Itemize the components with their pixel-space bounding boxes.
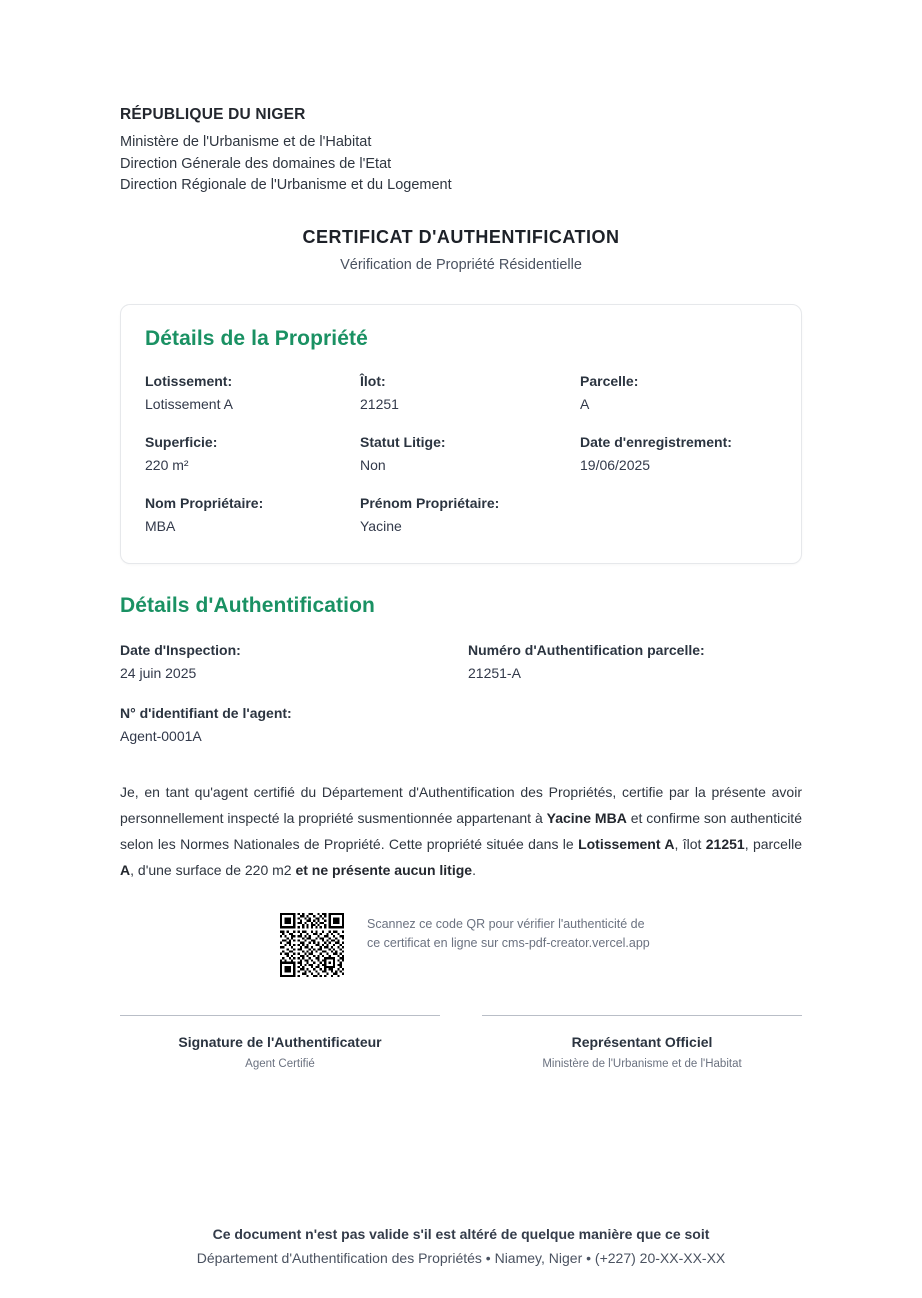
declaration-part-3: , îlot xyxy=(674,835,706,852)
field-value: 21251 xyxy=(360,395,399,412)
field-identifiant-agent xyxy=(120,703,468,747)
declaration-lotissement: Lotissement A xyxy=(578,835,675,852)
declaration-part-1: Je, en tant qu'agent certifié du Département d'Authentification des Propriétés, certifie par la présente avoir personnellement inspecté la propriété susmentionnée appartenant à xyxy=(120,783,802,826)
footer-validity-warning: Ce document n'est pas valide s'il est altéré de quelque manière que ce soit xyxy=(212,1226,710,1242)
field-label: Date d'Inspection: xyxy=(120,641,241,658)
field-empty-slot xyxy=(580,493,777,537)
field-value: Lotissement A xyxy=(145,395,233,412)
qr-caption: Scannez ce code QR pour vérifier l'authenticité de ce certificat en ligne sur cms-pdf-creator.vercel.app xyxy=(367,916,650,950)
signature-role: Agent Certifié xyxy=(245,1057,315,1070)
signature-title: Représentant Officiel xyxy=(571,1033,713,1050)
declaration-part-4: , parcelle xyxy=(744,835,802,852)
document-title-block xyxy=(120,227,802,273)
field-value: Yacine xyxy=(360,517,402,534)
field-label: Prénom Propriétaire: xyxy=(360,494,500,511)
field-ilot xyxy=(360,371,580,415)
field-statut-litige xyxy=(360,432,580,476)
field-value: 220 m² xyxy=(145,456,189,473)
field-label: Date d'enregistrement: xyxy=(580,433,732,450)
field-label: N° d'identifiant de l'agent: xyxy=(120,704,292,721)
field-label: Nom Propriétaire: xyxy=(145,494,264,511)
field-value: 24 juin 2025 xyxy=(120,664,197,681)
declaration-no-litigation: et ne présente aucun litige xyxy=(295,861,473,878)
field-value: 19/06/2025 xyxy=(580,456,651,473)
direction-generale-name: Direction Génerale des domaines de l'Etat xyxy=(120,155,392,172)
footer-contact-info: Département d'Authentification des Propriétés • Niamey, Niger • (+227) 20-XX-XX-XX xyxy=(196,1250,726,1266)
issuing-authority-block xyxy=(120,0,802,197)
signature-role: Ministère de l'Urbanisme et de l'Habitat xyxy=(542,1057,742,1070)
qr-code-icon[interactable] xyxy=(280,913,344,977)
page-footer xyxy=(0,1226,922,1266)
declaration-parcelle: A xyxy=(120,861,131,878)
field-label: Superficie: xyxy=(145,433,218,450)
field-date-enregistrement xyxy=(580,432,777,476)
document-subtitle: Vérification de Propriété Résidentielle xyxy=(340,256,582,273)
field-label: Îlot: xyxy=(360,372,386,389)
ministry-name: Ministère de l'Urbanisme et de l'Habitat xyxy=(120,134,372,150)
document-title: CERTIFICAT D'AUTHENTIFICATION xyxy=(302,226,620,247)
signature-line xyxy=(120,1015,440,1016)
field-value: A xyxy=(580,395,590,412)
field-value: Non xyxy=(360,456,386,473)
direction-regionale-name: Direction Régionale de l'Urbanisme et du Logement xyxy=(120,177,452,193)
republic-name: RÉPUBLIQUE DU NIGER xyxy=(120,106,306,123)
authentication-details-title: Détails d'Authentification xyxy=(120,593,375,617)
field-value: MBA xyxy=(145,517,176,534)
field-superficie xyxy=(145,432,360,476)
declaration-part-6: . xyxy=(472,861,476,878)
signature-block-official xyxy=(482,1015,802,1070)
field-label: Parcelle: xyxy=(580,372,639,389)
field-nom-proprietaire xyxy=(145,493,360,537)
field-label: Statut Litige: xyxy=(360,433,446,450)
field-numero-authentification xyxy=(468,640,802,684)
field-empty-slot xyxy=(468,703,802,747)
field-date-inspection xyxy=(120,640,468,684)
property-details-grid xyxy=(145,371,777,537)
property-details-card xyxy=(120,304,802,564)
declaration-part-5: , d'une surface de 220 m2 xyxy=(130,861,296,878)
field-value: 21251-A xyxy=(468,664,521,681)
declaration-ilot: 21251 xyxy=(705,835,745,852)
authentication-details-grid xyxy=(120,640,802,747)
qr-verification-block xyxy=(120,913,802,977)
certification-declaration xyxy=(120,779,802,883)
signature-section xyxy=(120,1015,802,1070)
field-label: Lotissement: xyxy=(145,372,233,389)
declaration-part-2: et confirme son authenticité selon les Normes Nationales de Propriété. Cette propriété située dans le xyxy=(120,809,802,852)
field-lotissement xyxy=(145,371,360,415)
field-prenom-proprietaire xyxy=(360,493,580,537)
signature-block-authenticator xyxy=(120,1015,440,1070)
property-details-title: Détails de la Propriété xyxy=(145,326,368,350)
field-value: Agent-0001A xyxy=(120,727,202,744)
declaration-owner-name: Yacine MBA xyxy=(546,809,627,826)
field-parcelle xyxy=(580,371,777,415)
field-label: Numéro d'Authentification parcelle: xyxy=(468,641,705,658)
signature-line xyxy=(482,1015,802,1016)
signature-title: Signature de l'Authentificateur xyxy=(178,1033,382,1050)
